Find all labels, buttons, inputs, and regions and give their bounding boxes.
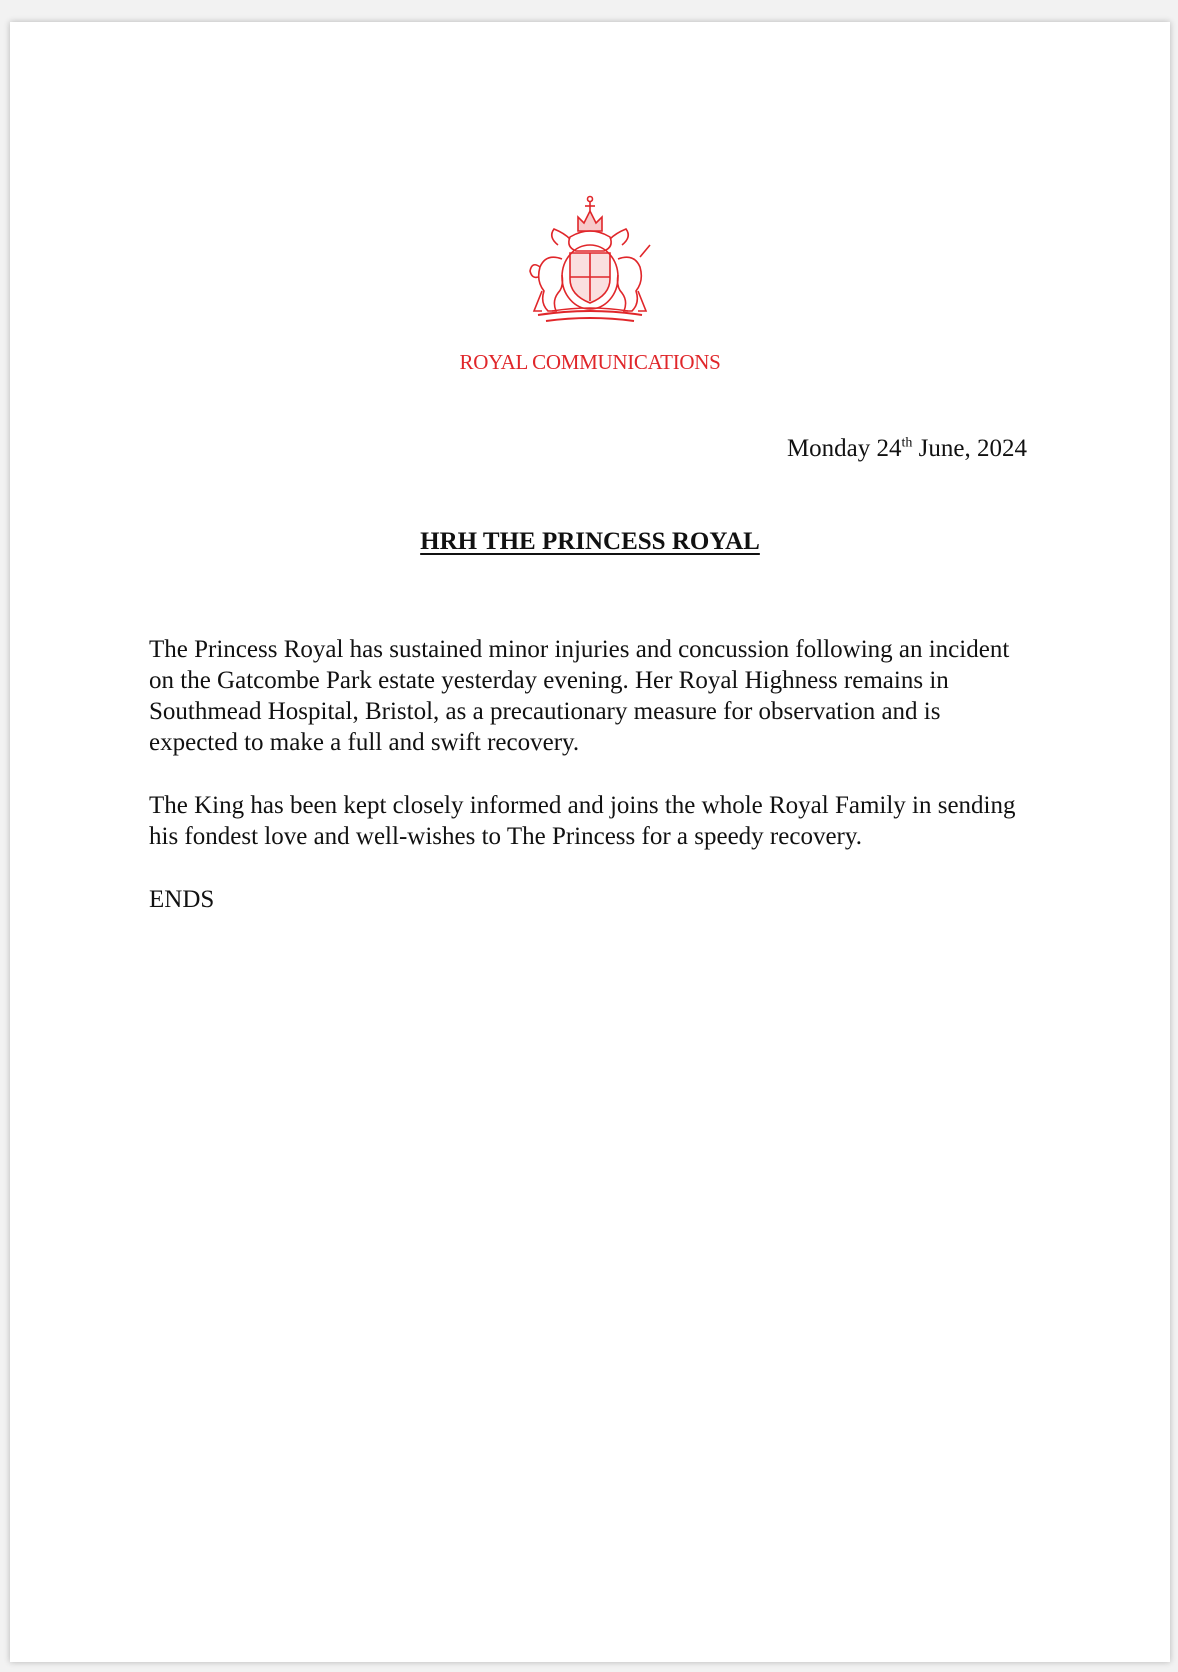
statement-title-text: HRH THE PRINCESS ROYAL (420, 528, 760, 555)
statement-body (149, 634, 1029, 947)
statement-date (787, 435, 1027, 463)
date-ordinal: th (901, 435, 913, 451)
royal-coat-of-arms-icon (518, 187, 663, 327)
date-rest: June, 2024 (912, 435, 1027, 462)
date-day: Monday 24 (786, 435, 902, 462)
paragraph-king: The King has been kept closely informed and joins the whole Royal Family in sending his fondest love and well-wishes to The Princess for a speedy recovery. (149, 792, 1016, 850)
letterhead-department: ROYAL COMMUNICATIONS (459, 350, 721, 374)
statement-title (10, 528, 1170, 556)
paragraph-ends: ENDS (149, 886, 215, 913)
document-page (10, 22, 1170, 1662)
paragraph-injury: The Princess Royal has sustained minor injuries and concussion following an incident on the Gatcombe Park estate yesterday evening. Her Royal Highness remains in Southmead Hospital, Bristol, as a precautionary measure for observation and is expected to make a full and swift recovery. (149, 636, 1010, 756)
